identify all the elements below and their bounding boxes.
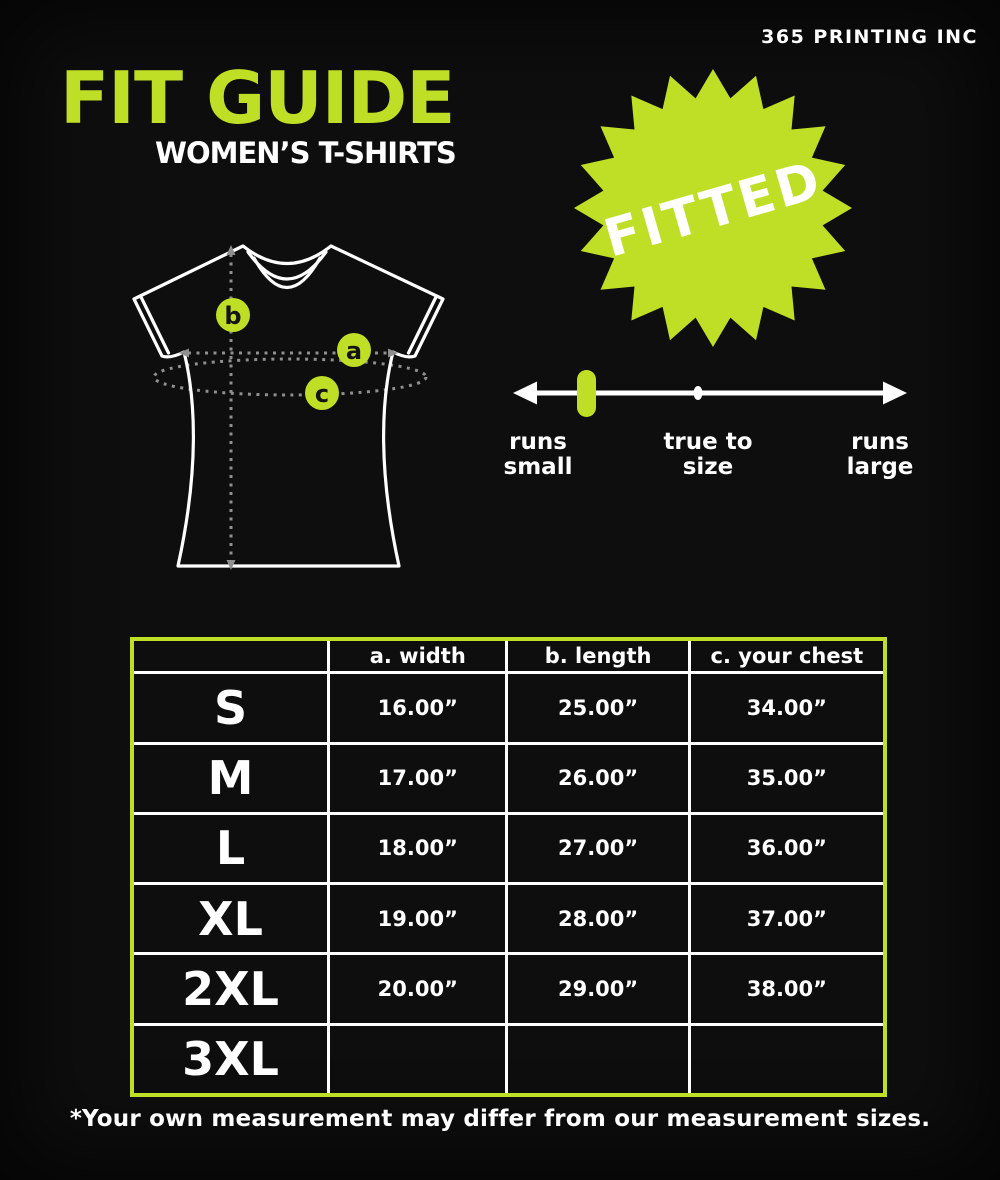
right-sleeve-hem-line <box>409 296 437 353</box>
size-table-header-row <box>132 639 885 673</box>
scale-label-runs-small <box>483 430 593 480</box>
scale-label-line: runs <box>851 429 909 455</box>
size-cell: L <box>132 813 329 883</box>
page-subtitle: WOMEN’S T-SHIRTS <box>155 136 456 170</box>
tshirt-outline <box>134 246 443 566</box>
length-cell: 27.00” <box>507 813 689 883</box>
scale-label-true-to-size <box>648 430 768 480</box>
scale-label-line: size <box>682 454 734 480</box>
size-table <box>130 637 887 1097</box>
chest-cell: 36.00” <box>689 813 885 883</box>
width-cell <box>329 1024 507 1095</box>
header-chest: c. your chest <box>689 639 885 673</box>
marker-c-label: c <box>314 380 330 408</box>
header-empty-cell <box>132 639 329 673</box>
fitted-badge <box>573 68 853 348</box>
marker-a-label: a <box>345 337 363 365</box>
width-cell: 17.00” <box>329 743 507 813</box>
brand-name: 365 PRINTING INC <box>761 26 978 48</box>
true-to-size-tick <box>694 386 703 400</box>
fitted-badge-label: FITTED <box>597 150 830 270</box>
scale-label-line: true to <box>663 429 753 455</box>
table-row <box>132 813 885 883</box>
chest-cell: 38.00” <box>689 954 885 1024</box>
length-cell: 25.00” <box>507 673 689 743</box>
header-width: a. width <box>329 639 507 673</box>
size-cell: S <box>132 673 329 743</box>
width-cell: 19.00” <box>329 884 507 954</box>
scale-label-line: large <box>846 454 914 480</box>
size-cell: 2XL <box>132 954 329 1024</box>
table-row <box>132 743 885 813</box>
fit-scale <box>500 355 920 430</box>
fit-scale-arrow-left <box>513 382 537 405</box>
width-cell: 16.00” <box>329 673 507 743</box>
size-cell: M <box>132 743 329 813</box>
left-sleeve-hem-line <box>141 296 169 353</box>
header-length: b. length <box>507 639 689 673</box>
length-cell: 28.00” <box>507 884 689 954</box>
scale-label-line: small <box>503 454 573 480</box>
size-cell: 3XL <box>132 1024 329 1095</box>
table-row <box>132 954 885 1024</box>
size-cell: XL <box>132 884 329 954</box>
page-title: FIT GUIDE <box>60 56 455 140</box>
fit-scale-arrow-right <box>883 382 907 405</box>
chest-cell <box>689 1024 885 1095</box>
chest-cell: 37.00” <box>689 884 885 954</box>
table-row <box>132 673 885 743</box>
length-cell <box>507 1024 689 1095</box>
scale-label-line: runs <box>509 429 567 455</box>
length-cell: 26.00” <box>507 743 689 813</box>
tshirt-diagram <box>120 230 480 580</box>
marker-b-label: b <box>224 302 242 330</box>
scale-label-runs-large <box>818 430 942 480</box>
measurement-disclaimer: *Your own measurement may differ from our measurement sizes. <box>69 1106 931 1132</box>
fit-scale-marker <box>577 370 596 417</box>
chest-cell: 35.00” <box>689 743 885 813</box>
chest-cell: 34.00” <box>689 673 885 743</box>
table-row <box>132 1024 885 1095</box>
table-row <box>132 884 885 954</box>
width-cell: 18.00” <box>329 813 507 883</box>
width-cell: 20.00” <box>329 954 507 1024</box>
length-cell: 29.00” <box>507 954 689 1024</box>
